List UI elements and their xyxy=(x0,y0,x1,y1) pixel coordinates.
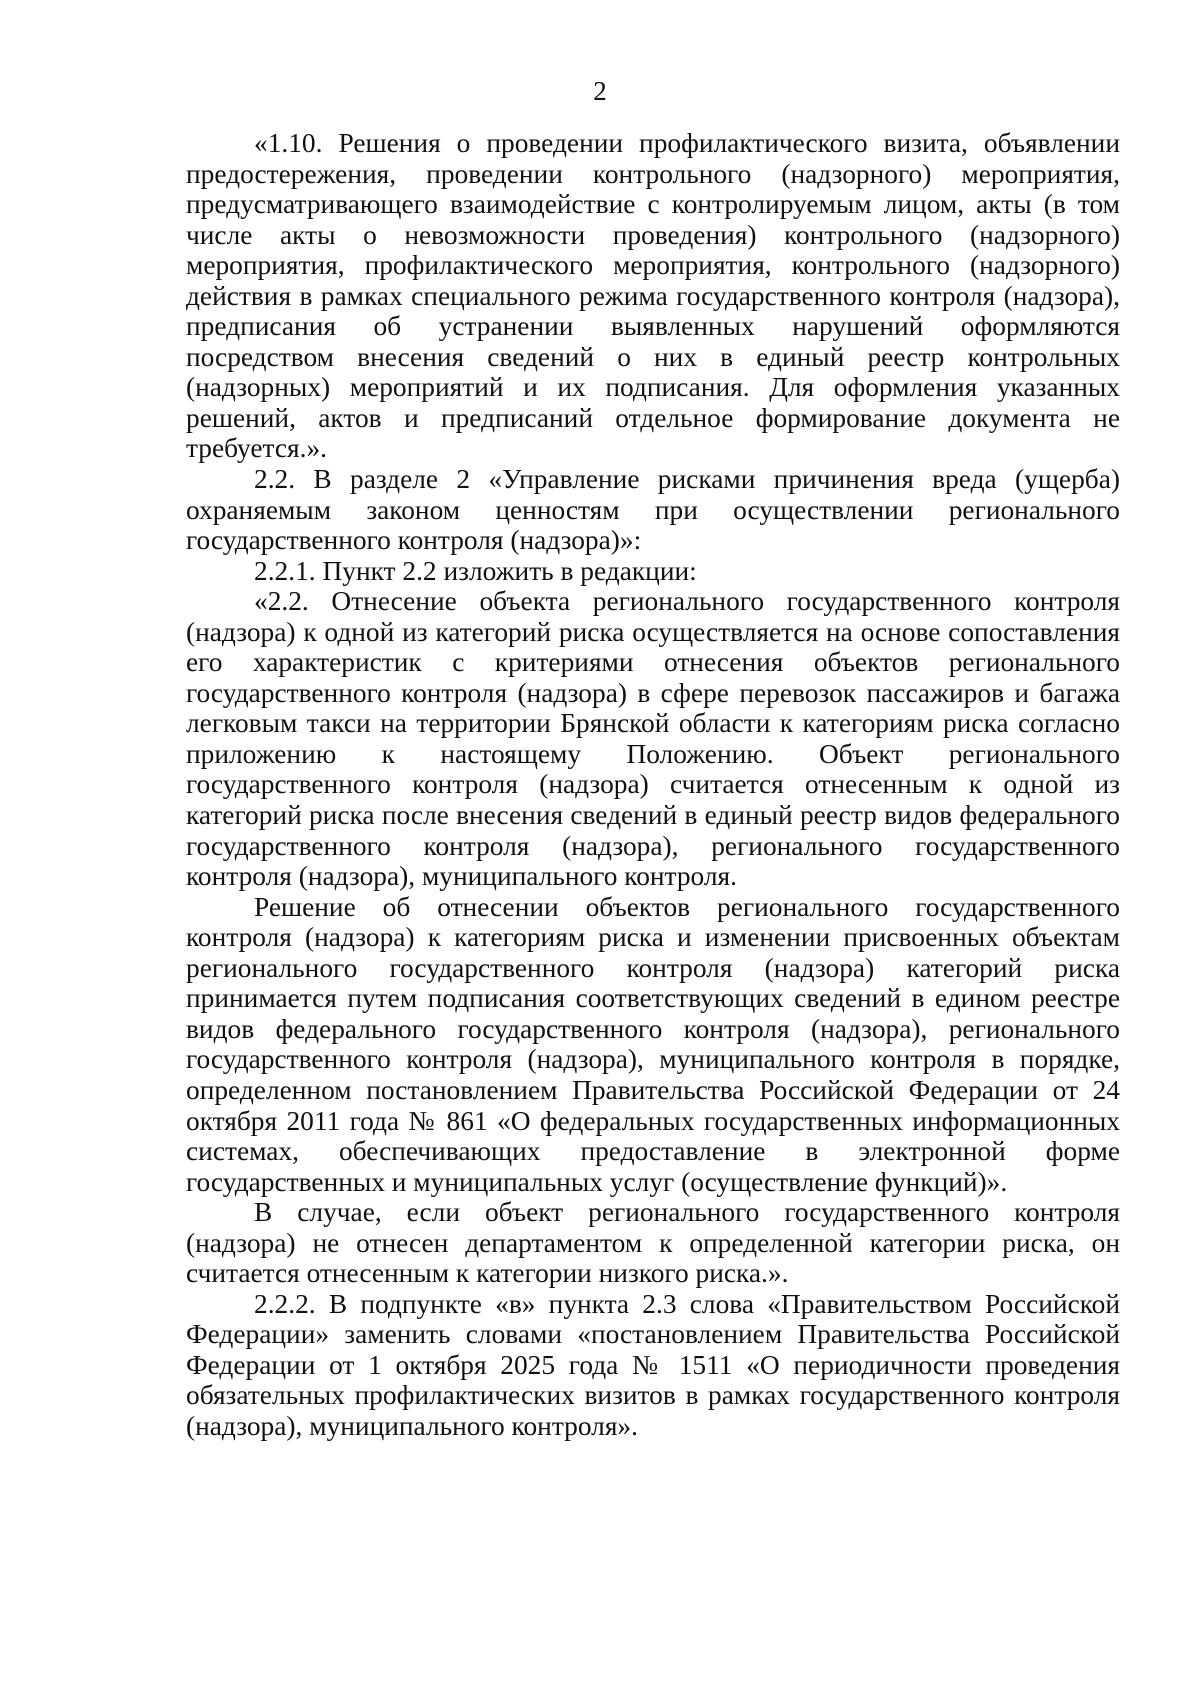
paragraph-risk-decision: Решение об отнесении объектов регионального государственного контроля (надзора) к категориям риска и изменении присвоенных объектам регионального государственного контроля (надзора) категорий риска принимается путем подписания соответствующих сведений в едином реестре видов федерального государственного контроля (надзора), регионального государственного контроля (надзора), муниципального контроля в порядке, определенном постановлением Правительства Российской Федерации от 24 октября 2011 года № 861 «О федеральных государственных информационных системах, обеспечивающих предоставление в электронной форме государственных и муниципальных услуг (осуществление функций)». xyxy=(186,891,1120,1197)
paragraph-2-2-2: 2.2.2. В подпункте «в» пункта 2.3 слова «Правительством Российской Федерации» заменить словами «постановлением Правительства Российской Федерации от 1 октября 2025 года № 1511 «О периодичности проведения обязательных профилактических визитов в рамках государственного контроля (надзора), муниципального контроля». xyxy=(186,1288,1120,1441)
paragraph-2-2-section-2: 2.2. В разделе 2 «Управление рисками причинения вреда (ущерба) охраняемым законом ценностям при осуществлении регионального государственного контроля (надзора)»: xyxy=(186,464,1120,556)
paragraph-2-2-risk-categories: «2.2. Отнесение объекта регионального государственного контроля (надзора) к одной из категорий риска осуществляется на основе сопоставления его характеристик с критериями отнесения объектов регионального государственного контроля (надзора) в сфере перевозок пассажиров и багажа легковым такси на территории Брянской области к категориям риска согласно приложению к настоящему Положению. Объект регионального государственного контроля (надзора) считается отнесенным к одной из категорий риска после внесения сведений в единый реестр видов федерального государственного контроля (надзора), регионального государственного контроля (надзора), муниципального контроля. xyxy=(186,586,1120,892)
paragraph-2-2-1: 2.2.1. Пункт 2.2 изложить в редакции: xyxy=(254,555,697,586)
page-number: 2 xyxy=(593,76,607,106)
document-body xyxy=(186,128,1120,1442)
paragraph-1-10-decisions: «1.10. Решения о проведении профилактического визита, объявлении предостережения, проведении контрольного (надзорного) мероприятия, предусматривающего взаимодействие с контролируемым лицом, акты (в том числе акты о невозможности проведения) контрольного (надзорного) мероприятия, профилактического мероприятия, контрольного (надзорного) действия в рамках специального режима государственного контроля (надзора), предписания об устранении выявленных нарушений оформляются посредством внесения сведений о них в единый реестр контрольных (надзорных) мероприятий и их подписания. Для оформления указанных решений, актов и предписаний отдельное формирование документа не требуется.». xyxy=(186,128,1120,464)
paragraph-low-risk-default: В случае, если объект регионального государственного контроля (надзора) не отнесен департаментом к определенной категории риска, он считается отнесенным к категории низкого риска.». xyxy=(186,1197,1120,1289)
